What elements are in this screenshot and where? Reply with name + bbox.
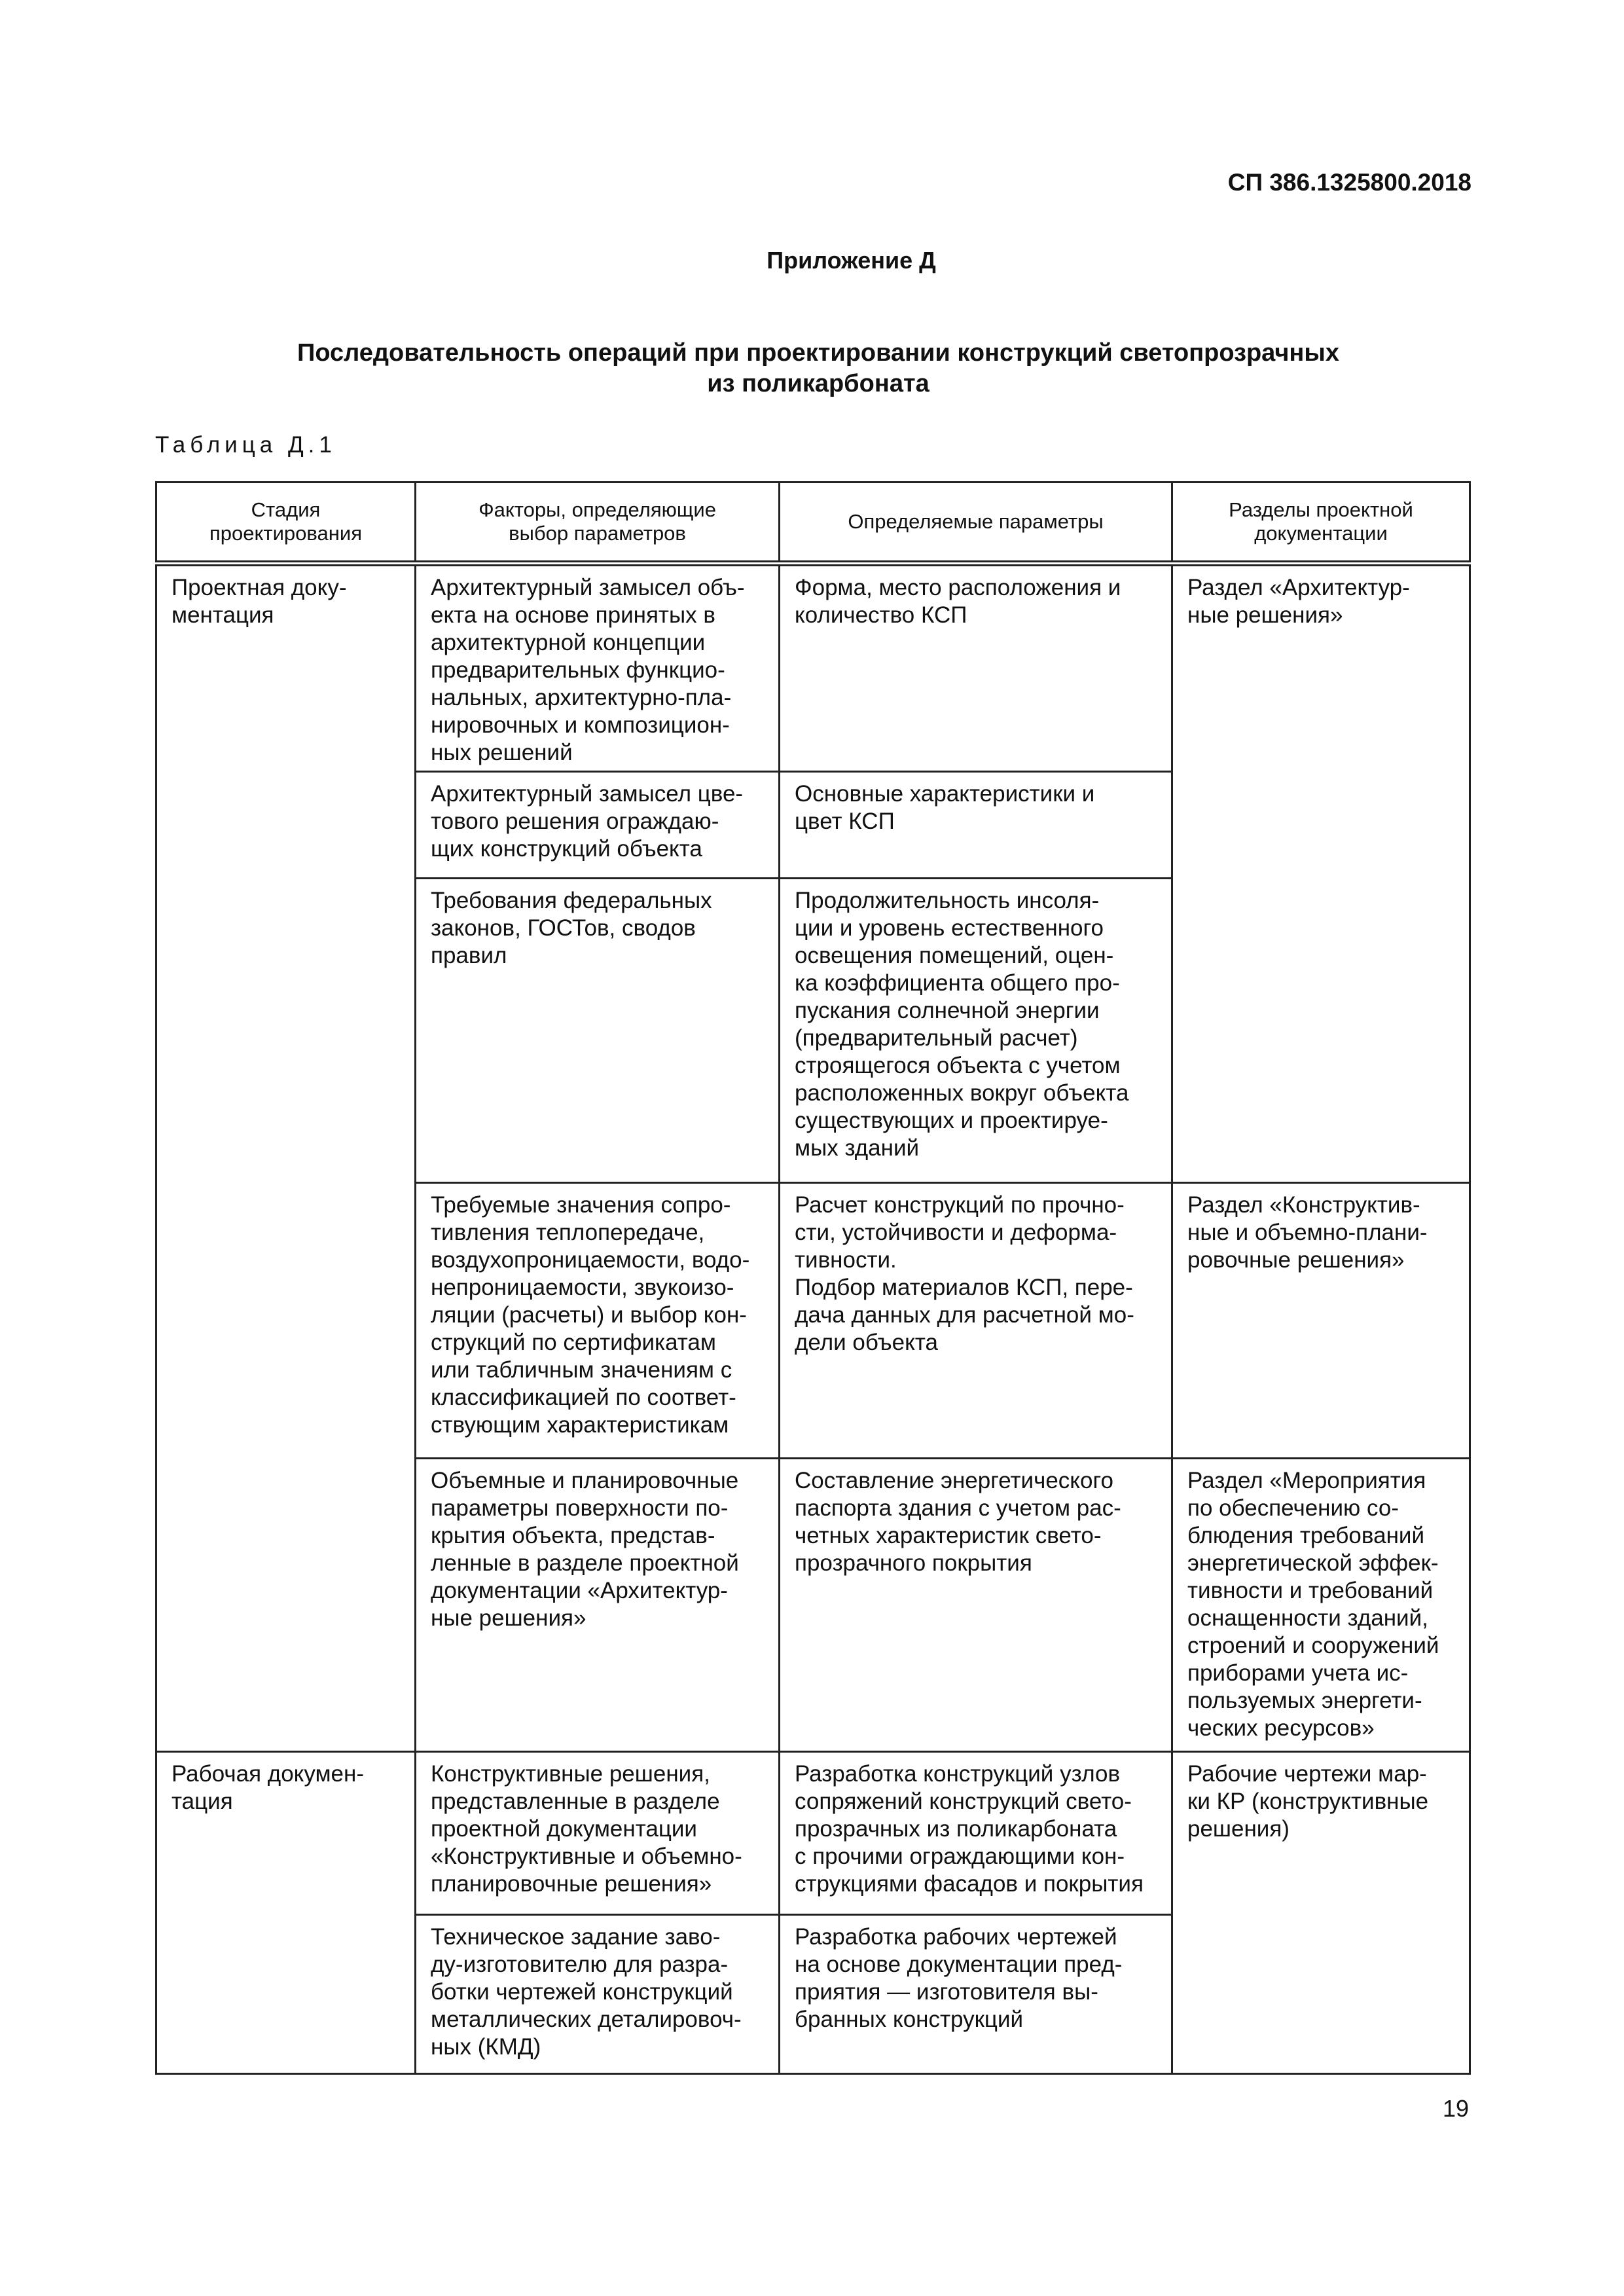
section-cell: Раздел «Мероприятия по обеспечению со- блюдения требований энергетической эффек- тивности и требований оснащенности зданий, строений и сооружений приборами учета ис- пользуемых энергети- ческих ресурсов»	[1172, 1459, 1470, 1752]
factor-cell: Объемные и планировочные параметры поверхности по- крытия объекта, представ- ленные в разделе проектной документации «Архитектур- ные решения»	[416, 1459, 780, 1752]
stage-project-cell: Проектная доку- ментация	[156, 564, 416, 1752]
header-sections: Разделы проектной документации	[1172, 483, 1470, 564]
table-header-row	[156, 483, 1470, 564]
document-code: СП 386.1325800.2018	[1227, 169, 1471, 196]
factor-cell: Требуемые значения сопро- тивления теплопередаче, воздухопроницаемости, водо- непроницаемости, звукоизо- ляции (расчеты) и выбор кон- струкций по сертификатам или табличным значениям с классификацией по соответ- ствующим характеристикам	[416, 1183, 780, 1459]
header-parameters: Определяемые параметры	[780, 483, 1172, 564]
section-cell: Рабочие чертежи мар- ки КР (конструктивные решения)	[1172, 1752, 1470, 2074]
parameter-cell: Разработка рабочих чертежей на основе документации пред- приятия — изготовителя вы- бранных конструкций	[780, 1915, 1172, 2074]
table-row	[156, 1752, 1470, 1915]
operations-table	[155, 481, 1471, 2075]
factor-cell: Конструктивные решения, представленные в разделе проектной документации «Конструктивные и объемно- планировочные решения»	[416, 1752, 780, 1915]
table-caption: Таблица Д.1	[155, 432, 336, 458]
table-row	[156, 564, 1470, 772]
factor-cell: Техническое задание заво- ду-изготовителю для разра- ботки чертежей конструкций металлических деталировоч- ных (КМД)	[416, 1915, 780, 2074]
appendix-title: Приложение Д	[767, 247, 936, 274]
factor-cell: Архитектурный замысел цве- тового решения ограждаю- щих конструкций объекта	[416, 772, 780, 879]
page-title: Последовательность операций при проектировании конструкций светопрозрачных из поликарбоната	[297, 339, 1339, 397]
header-stage: Стадия проектирования	[156, 483, 416, 564]
header-factors: Факторы, определяющие выбор параметров	[416, 483, 780, 564]
page-number: 19	[1442, 2095, 1469, 2122]
factor-cell: Требования федеральных законов, ГОСТов, сводов правил	[416, 879, 780, 1183]
section-cell: Раздел «Архитектур- ные решения»	[1172, 564, 1470, 1183]
parameter-cell: Продолжительность инсоля- ции и уровень естественного освещения помещений, оцен- ка коэффициента общего про- пускания солнечной энергии (предварительный расчет) строящегося объекта с учетом расположенных вокруг объекта существующих и проектируе- мых зданий	[780, 879, 1172, 1183]
stage-working-cell: Рабочая докумен- тация	[156, 1752, 416, 2074]
parameter-cell: Форма, место расположения и количество КСП	[780, 564, 1172, 772]
parameter-cell: Основные характеристики и цвет КСП	[780, 772, 1172, 879]
parameter-cell: Составление энергетического паспорта здания с учетом рас- четных характеристик свето- прозрачного покрытия	[780, 1459, 1172, 1752]
section-cell: Раздел «Конструктив- ные и объемно-плани- ровочные решения»	[1172, 1183, 1470, 1459]
parameter-cell: Расчет конструкций по прочно- сти, устойчивости и деформа- тивности. Подбор материалов КСП, пере- дача данных для расчетной мо- дели объекта	[780, 1183, 1172, 1459]
factor-cell: Архитектурный замысел объ- екта на основе принятых в архитектурной концепции предварительных функцио- нальных, архитектурно-пла- нировочных и композицион- ных решений	[416, 564, 780, 772]
parameter-cell: Разработка конструкций узлов сопряжений конструкций свето- прозрачных из поликарбоната с прочими ограждающими кон- струкциями фасадов и покрытия	[780, 1752, 1172, 1915]
